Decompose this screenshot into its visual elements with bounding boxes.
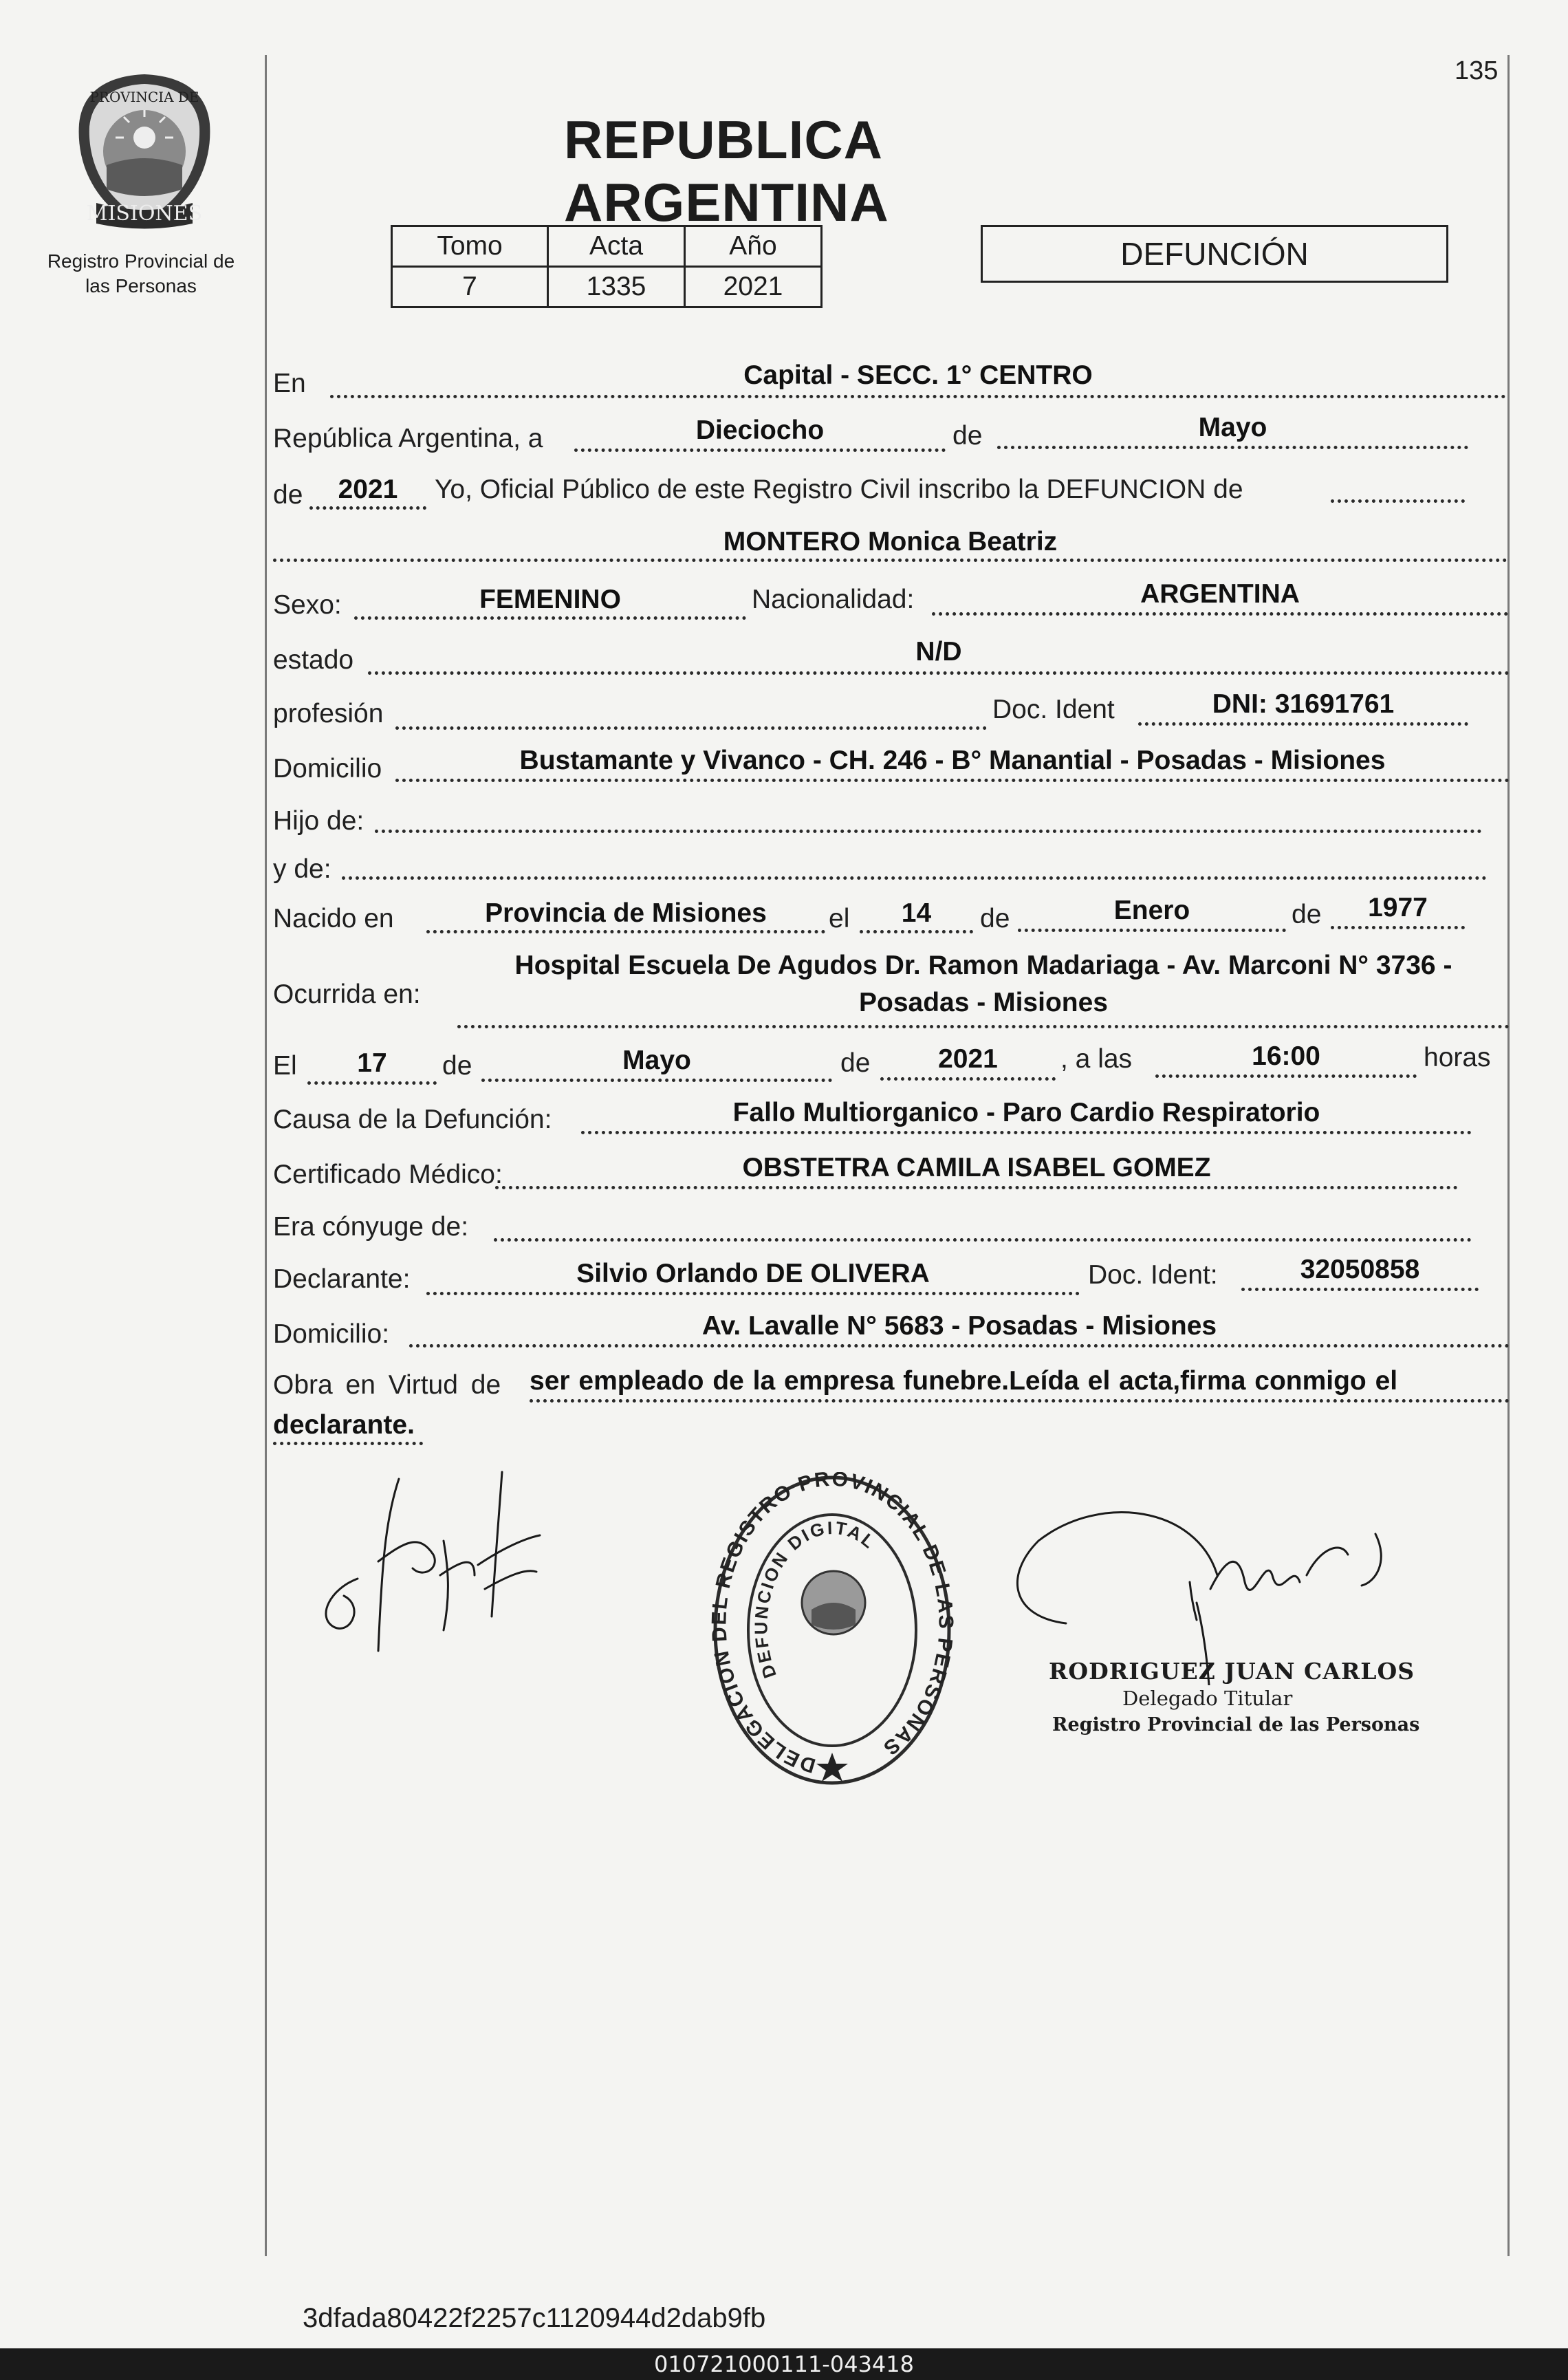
nac-dia-dots <box>860 930 973 933</box>
obra-dots-2 <box>273 1442 423 1445</box>
tomo-value: 7 <box>392 267 548 307</box>
def-dia-dots <box>307 1081 437 1085</box>
anio-dots <box>309 506 426 510</box>
yde-dots <box>342 876 1487 880</box>
nacionalidad-value: ARGENTINA <box>1140 579 1300 609</box>
mes-dots <box>997 446 1468 449</box>
causa-value: Fallo Multiorganico - Paro Cardio Respiratorio <box>732 1098 1320 1127</box>
sexo-label: Sexo: <box>273 590 342 620</box>
svg-text:DELEGACION DEL REGISTRO PROVIN: DELEGACION DEL REGISTRO PROVINCIAL DE LAS PERSONAS <box>708 1472 956 1777</box>
de-label-3: de <box>980 904 1010 933</box>
nacionalidad-label: Nacionalidad: <box>752 585 915 614</box>
doc2-label: Doc. Ident: <box>1088 1260 1218 1290</box>
hijo-dots <box>375 830 1482 833</box>
conyuge-dots <box>494 1238 1472 1242</box>
oficial-text: Yo, Oficial Público de este Registro Civil inscribo la DEFUNCION de <box>435 475 1243 504</box>
svg-text:PROVINCIA DE: PROVINCIA DE <box>89 89 199 105</box>
nombre-dots <box>273 559 1507 562</box>
doc-label: Doc. Ident <box>992 695 1115 724</box>
de-label-4: de <box>1292 900 1322 929</box>
causa-dots <box>581 1131 1472 1134</box>
nac-anio-value: 1977 <box>1368 893 1428 922</box>
nacido-dots <box>426 930 825 933</box>
nacido-value: Provincia de Misiones <box>485 898 767 928</box>
domicilio-label: Domicilio <box>273 754 382 783</box>
left-margin-line <box>265 55 267 2256</box>
estado-label: estado <box>273 645 354 675</box>
hijo-label: Hijo de: <box>273 806 364 836</box>
en-value: Capital - SECC. 1° CENTRO <box>743 360 1093 390</box>
anio-inscripcion-value: 2021 <box>338 475 398 504</box>
republica-label: República Argentina, a <box>273 424 543 453</box>
declarante-dots <box>426 1292 1080 1295</box>
estado-dots <box>368 671 1510 675</box>
doc-value: DNI: 31691761 <box>1212 689 1395 719</box>
def-mes-value: Mayo <box>622 1046 691 1075</box>
anio-header: Año <box>685 226 822 267</box>
nac-dia-value: 14 <box>901 898 932 928</box>
de-label-1: de <box>952 421 983 451</box>
domicilio2-label: Domicilio: <box>273 1319 390 1349</box>
right-margin-line <box>1507 55 1510 2256</box>
yde-label: y de: <box>273 854 331 884</box>
tomo-header: Tomo <box>392 226 548 267</box>
domicilio-value: Bustamante y Vivanco - CH. 246 - B° Manantial - Posadas - Misiones <box>519 746 1386 775</box>
obra-label: Obra en Virtud de <box>273 1370 501 1400</box>
ocurrida-label: Ocurrida en: <box>273 980 421 1009</box>
nacionalidad-dots <box>932 612 1508 616</box>
sexo-value: FEMENINO <box>479 585 621 614</box>
domicilio2-value: Av. Lavalle N° 5683 - Posadas - Misiones <box>701 1311 1217 1341</box>
registry-line-1: Registro Provincial de <box>47 250 235 272</box>
def-anio-value: 2021 <box>938 1044 998 1074</box>
doc-dots <box>1138 722 1468 726</box>
causa-label: Causa de la Defunción: <box>273 1105 552 1134</box>
official-seal <box>708 1472 956 1788</box>
acta-value: 1335 <box>548 267 685 307</box>
def-mes-dots <box>481 1079 832 1082</box>
ocurrida-value-line1: Hospital Escuela De Agudos Dr. Ramon Madariaga - Av. Marconi N° 3736 - <box>514 951 1452 980</box>
register-header-row <box>392 226 822 267</box>
profesion-dots <box>395 726 987 730</box>
obra-value-line2: declarante. <box>273 1410 415 1440</box>
acta-header: Acta <box>548 226 685 267</box>
ocurrida-dots <box>457 1025 1510 1028</box>
de-label-2: de <box>273 480 303 510</box>
register-table <box>391 225 823 308</box>
alas-label: , a las <box>1060 1044 1133 1074</box>
document-hash: 3dfada80422f2257c1120944d2dab9fb <box>303 2303 766 2333</box>
hora-value: 16:00 <box>1252 1041 1320 1071</box>
doc2-dots <box>1241 1288 1479 1291</box>
svg-text:DEFUNCION DIGITAL: DEFUNCION DIGITAL <box>750 1517 881 1681</box>
nac-anio-dots <box>1331 926 1465 929</box>
en-label: En <box>273 369 306 398</box>
oficial-dots <box>1331 499 1465 503</box>
footer-code: 010721000111-043418 <box>653 2351 914 2377</box>
doc2-value: 32050858 <box>1300 1255 1420 1284</box>
cert-dots <box>495 1186 1458 1189</box>
declarante-value: Silvio Orlando DE OLIVERA <box>576 1259 930 1288</box>
profesion-label: profesión <box>273 699 384 728</box>
obra-dots-1 <box>530 1399 1510 1403</box>
cert-label: Certificado Médico: <box>273 1160 503 1189</box>
obra-value-line1: ser empleado de la empresa funebre.Leída el acta,firma conmigo el <box>530 1366 1398 1396</box>
officer-role: Delegado Titular <box>1122 1687 1293 1710</box>
ocurrida-value-line2: Posadas - Misiones <box>859 988 1108 1017</box>
domicilio2-dots <box>409 1344 1510 1348</box>
nac-mes-dots <box>1018 929 1286 932</box>
en-dots <box>330 395 1506 398</box>
de-label-6: de <box>840 1048 871 1078</box>
estado-value: N/D <box>915 637 962 667</box>
registry-line-2: las Personas <box>85 275 197 296</box>
conyuge-label: Era cónyuge de: <box>273 1212 469 1242</box>
svg-text:MISIONES: MISIONES <box>86 202 203 226</box>
registry-name <box>28 249 254 299</box>
provincia-misiones-shield-logo <box>69 69 220 234</box>
officer-name: RODRIGUEZ JUAN CARLOS <box>1049 1658 1415 1685</box>
mes-value: Mayo <box>1198 413 1267 442</box>
declarant-signature <box>303 1458 550 1665</box>
page-number: 135 <box>1455 56 1499 85</box>
anio-value: 2021 <box>685 267 822 307</box>
act-type-box: DEFUNCIÓN <box>981 225 1448 283</box>
sexo-dots <box>354 616 746 620</box>
el2-label: El <box>273 1051 297 1081</box>
cert-value: OBSTETRA CAMILA ISABEL GOMEZ <box>742 1153 1211 1182</box>
dia-value: Dieciocho <box>695 415 825 445</box>
de-label-5: de <box>442 1051 472 1081</box>
page-title: REPUBLICA ARGENTINA <box>564 109 889 232</box>
el-label: el <box>829 904 850 933</box>
horas-label: horas <box>1424 1043 1491 1072</box>
hora-dots <box>1155 1074 1417 1078</box>
register-value-row <box>392 267 822 307</box>
def-anio-dots <box>880 1077 1056 1081</box>
def-dia-value: 17 <box>357 1048 387 1078</box>
nac-mes-value: Enero <box>1113 896 1190 925</box>
nacido-label: Nacido en <box>273 904 394 933</box>
officer-office: Registro Provincial de las Personas <box>1052 1714 1420 1735</box>
dia-dots <box>574 448 946 452</box>
domicilio-dots <box>395 779 1510 782</box>
declarante-label: Declarante: <box>273 1264 411 1294</box>
nombre-value: MONTERO Monica Beatriz <box>723 527 1058 556</box>
officer-signature <box>990 1479 1417 1685</box>
